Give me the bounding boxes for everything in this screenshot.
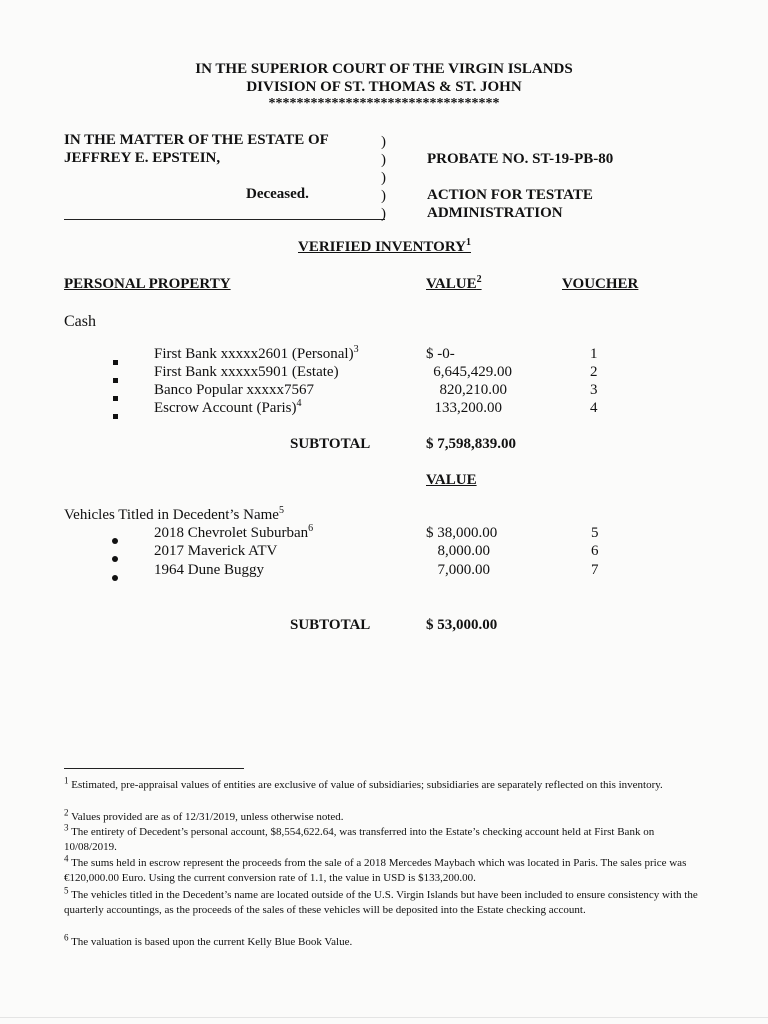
page-edge bbox=[0, 1017, 768, 1018]
value-header-text: VALUE bbox=[426, 276, 477, 292]
cash-item-voucher: 1 bbox=[590, 346, 598, 362]
vehicle-item-value: 8,000.00 bbox=[437, 543, 490, 559]
cash-item-label: Escrow Account (Paris)$^4$ bbox=[154, 398, 302, 416]
vehicle-item-value: $ 38,000.00 bbox=[426, 525, 498, 541]
star-divider: ********************************* bbox=[268, 96, 500, 111]
vehicles-heading: Vehicles Titled in Decedent’s Name$^5$ bbox=[64, 505, 284, 523]
cash-item-label: Banco Popular xxxxx7567 bbox=[154, 382, 314, 398]
footnote-rule bbox=[64, 768, 244, 769]
vehicle-item-voucher: 6 bbox=[591, 543, 599, 559]
cash-item-voucher: 4 bbox=[590, 400, 598, 416]
probate-number: PROBATE NO. ST-19-PB-80 bbox=[427, 151, 614, 167]
cash-item-label: First Bank xxxxx2601 (Personal)$^3$ bbox=[154, 344, 359, 362]
division-heading: DIVISION OF ST. THOMAS & ST. JOHN bbox=[246, 79, 522, 95]
cash-item-value: 6,645,429.00 bbox=[433, 364, 512, 380]
matter-line-1: IN THE MATTER OF THE ESTATE OF bbox=[64, 132, 329, 148]
bullet-icon bbox=[113, 389, 118, 406]
footnote-ref-1: 1 bbox=[465, 237, 471, 248]
cash-item-value: 820,210.00 bbox=[439, 382, 507, 398]
caption-paren: ) bbox=[381, 152, 386, 168]
cash-item-label: First Bank xxxxx5901 (Estate) bbox=[154, 364, 339, 380]
document-title-text: VERIFIED INVENTORY bbox=[298, 239, 466, 255]
bullet-icon bbox=[112, 550, 118, 567]
vehicle-item-label: 2018 Chevrolet Suburban$^6$ bbox=[154, 523, 314, 541]
matter-line-2: JEFFREY E. EPSTEIN, bbox=[64, 150, 221, 166]
vehicle-item-voucher: 5 bbox=[591, 525, 599, 541]
caption-paren: ) bbox=[381, 170, 386, 186]
footnote-ref-5: 5 bbox=[278, 505, 284, 516]
bullet-icon bbox=[112, 569, 118, 586]
footnote: $^3$ The entirety of Decedent’s personal account, $8,554,622.64, was transferred into the Estate’s checking account held at First Bank on 10/08/2019. bbox=[64, 822, 655, 853]
cash-heading: Cash bbox=[64, 313, 96, 330]
bullet-icon bbox=[113, 371, 118, 388]
bullet-icon bbox=[113, 353, 118, 370]
footnote: $^4$ The sums held in escrow represent the proceeds from the sale of a 2018 Mercedes Maybach which was located in Paris. The sales price was €120,000.00 Euro. Using the current conversion rate of 1.1, the value in USD is $133,200.00. bbox=[64, 853, 687, 884]
footnote: $^5$ The vehicles titled in the Decedent’s name are located outside of the U.S. Virgin Islands but have been included to ensure consistency with the quarterly accountings, as the proceeds of the sales of these vehicles will be deposited into the Estate checking account. bbox=[64, 885, 698, 916]
vehicle-item-value: 7,000.00 bbox=[437, 562, 490, 578]
footnote-ref-6: 6 bbox=[308, 523, 314, 534]
caption-paren: ) bbox=[381, 206, 386, 222]
vehicle-item-label: 2017 Maverick ATV bbox=[154, 543, 278, 559]
action-line-2: ADMINISTRATION bbox=[427, 205, 563, 221]
footnote-ref-2: 2 bbox=[476, 274, 482, 285]
vehicle-item-label: 1964 Dune Buggy bbox=[154, 562, 264, 578]
footnote: $^6$ The valuation is based upon the current Kelly Blue Book Value. bbox=[64, 932, 353, 948]
action-line-1: ACTION FOR TESTATE bbox=[427, 187, 593, 203]
footnote-ref-3: 3 bbox=[353, 344, 359, 355]
vehicle-item-voucher: 7 bbox=[591, 562, 599, 578]
cash-subtotal-label: SUBTOTAL bbox=[290, 436, 371, 452]
cash-item-value: 133,200.00 bbox=[434, 400, 502, 416]
document-title bbox=[298, 239, 471, 256]
voucher-header: VOUCHER bbox=[562, 276, 639, 292]
value-header bbox=[426, 276, 482, 293]
caption-paren: ) bbox=[381, 188, 386, 204]
footnote: $^1$ Estimated, pre-appraisal values of entities are exclusive of value of subsidiaries; subsidiaries are separately reflected on this inventory. bbox=[64, 775, 663, 791]
caption-paren: ) bbox=[381, 134, 386, 150]
deceased-label: Deceased. bbox=[246, 186, 309, 202]
vehicles-subtotal-label: SUBTOTAL bbox=[290, 617, 371, 633]
court-heading: IN THE SUPERIOR COURT OF THE VIRGIN ISLANDS bbox=[195, 61, 573, 77]
cash-item-voucher: 3 bbox=[590, 382, 598, 398]
personal-property-header: PERSONAL PROPERTY bbox=[64, 276, 231, 292]
cash-subtotal-value: $ 7,598,839.00 bbox=[426, 436, 516, 452]
cash-item-voucher: 2 bbox=[590, 364, 598, 380]
cash-item-value: $ -0- bbox=[426, 346, 455, 362]
vehicles-value-header: VALUE bbox=[426, 472, 477, 488]
bullet-icon bbox=[113, 407, 118, 424]
vehicles-subtotal-value: $ 53,000.00 bbox=[426, 617, 498, 633]
bullet-icon bbox=[112, 532, 118, 549]
caption-rule bbox=[64, 219, 385, 220]
footnote-ref-4: 4 bbox=[296, 398, 302, 409]
footnote: $^2$ Values provided are as of 12/31/2019, unless otherwise noted. bbox=[64, 807, 344, 823]
